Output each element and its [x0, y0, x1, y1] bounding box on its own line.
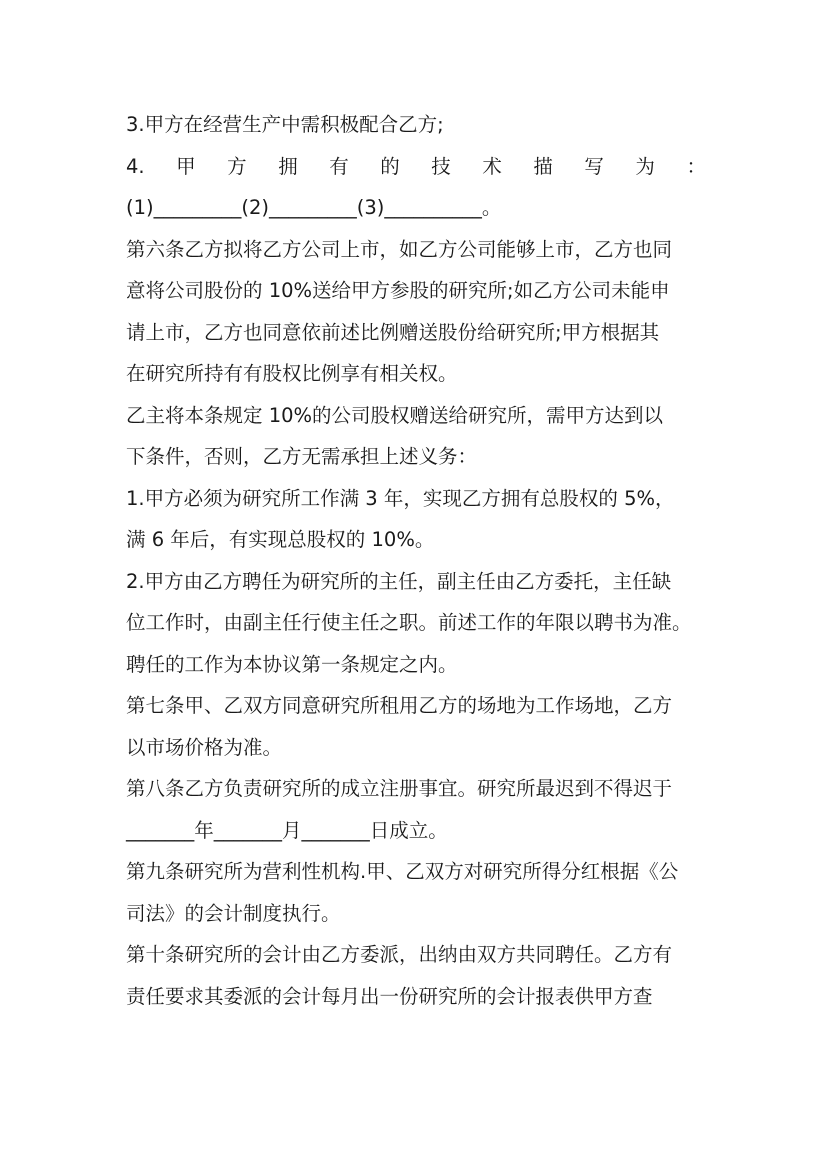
clause-line: 聘任的工作为本协议第一条规定之内。 [126, 652, 458, 676]
spread-char: 的 [380, 154, 400, 178]
spread-char: 为 [635, 154, 655, 178]
clause-line: 位工作时，由副主任行使主任之职。前述工作的年限以聘书为准。 [126, 611, 692, 634]
clause-line: (1)_________(2)_________(3)__________。 [126, 196, 502, 219]
clause-line-spread [126, 146, 706, 188]
document-body [126, 104, 706, 1017]
spread-char: 有 [329, 154, 349, 178]
clause-line: 1.甲方必须为研究所工作满 3 年，实现乙方拥有总股权的 5%， [126, 486, 675, 510]
spread-char: 甲 [176, 154, 196, 178]
clause-line: 以市场价格为准。 [126, 735, 283, 759]
spread-char: 描 [533, 154, 553, 178]
clause-line: 2.甲方由乙方聘任为研究所的主任，副主任由乙方委托，主任缺 [126, 569, 672, 593]
clause-line: 第九条研究所为营利性机构.甲、乙双方对研究所得分红根据《公 [126, 860, 679, 883]
clause-line: 第十条研究所的会计由乙方委派，出纳由双方共同聘任。乙方有 [126, 943, 673, 966]
clause-line: _______年_______月_______日成立。 [126, 818, 448, 842]
clause-line: 下条件，否则，乙方无需承担上述义务： [126, 445, 478, 468]
spread-char: 术 [482, 154, 502, 178]
clause-line: 第六条乙方拟将乙方公司上市，如乙方公司能够上市，乙方也同 [126, 237, 673, 261]
clause-line: 责任要求其委派的会计每月出一份研究所的会计报表供甲方查 [126, 984, 653, 1008]
spread-char: 技 [431, 154, 451, 178]
spread-char: ： [686, 154, 706, 178]
spread-char: 方 [227, 154, 247, 178]
clause-line: 第七条甲、乙双方同意研究所租用乙方的场地为工作场地，乙方 [126, 694, 673, 717]
clause-line: 第八条乙方负责研究所的成立注册事宜。研究所最迟到不得迟于 [126, 777, 673, 800]
spread-char: 4. [126, 154, 145, 178]
clause-line: 司法》的会计制度执行。 [126, 901, 341, 925]
clause-line: 在研究所持有有股权比例享有相关权。 [126, 362, 458, 385]
clause-line: 乙主将本条规定 10%的公司股权赠送给研究所，需甲方达到以 [126, 403, 664, 427]
clause-line: 3.甲方在经营生产中需积极配合乙方; [126, 113, 444, 136]
clause-line: 请上市，乙方也同意依前述比例赠送股份给研究所;甲方根据其 [126, 320, 660, 344]
clause-line: 满 6 年后，有实现总股权的 10%。 [126, 528, 435, 551]
clause-line: 意将公司股份的 10%送给甲方参股的研究所;如乙方公司未能申 [126, 279, 670, 302]
spread-char: 写 [584, 154, 604, 178]
spread-char: 拥 [278, 154, 298, 178]
